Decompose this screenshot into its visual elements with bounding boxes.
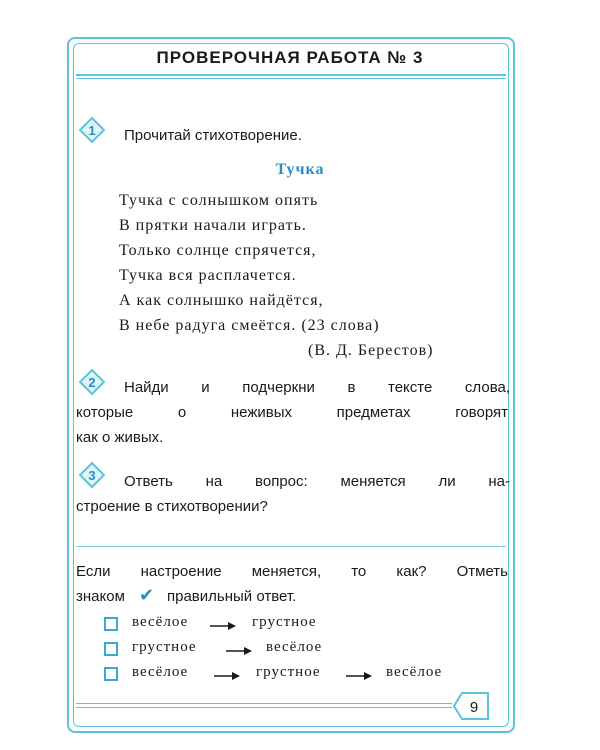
option-2-word-b: весёлое: [266, 639, 323, 655]
task-3-number-icon: [79, 462, 105, 488]
option-3-word-c: весёлое: [386, 664, 443, 680]
arrow-right-icon: [214, 671, 240, 681]
task-1-number-icon: [79, 117, 105, 143]
task-2-line-2: которые о неживых предметах говорят: [76, 404, 508, 421]
page-title: ПРОВЕРОЧНАЯ РАБОТА № 3: [156, 48, 424, 67]
poem-line: В небе радуга смеётся. (23 слова): [119, 317, 380, 334]
question-line-1: Если настроение меняется, то как? Отметь: [76, 563, 508, 580]
task-1-number: 1: [88, 123, 96, 138]
task-3-number: 3: [88, 468, 96, 483]
poem-line: Тучка с солнышком опять: [119, 192, 319, 209]
option-1-word-a: весёлое: [132, 614, 189, 630]
title-divider-thin: [76, 78, 506, 79]
check-mark-icon: ✔: [139, 585, 155, 605]
title-divider: [76, 74, 506, 76]
poem-title: Тучка: [275, 161, 325, 178]
task-2-line-1: Найди и подчеркни в тексте слова,: [124, 379, 510, 396]
option-1-word-b: грустное: [252, 614, 317, 630]
task-1-text: Прочитай стихотворение.: [124, 127, 302, 144]
page-number: 9: [469, 699, 479, 716]
task-3-line-1: Ответь на вопрос: меняется ли на-: [124, 473, 510, 490]
footer-line: [76, 703, 452, 704]
option-3-word-b: грустное: [256, 664, 321, 680]
page-number-badge: [452, 691, 490, 721]
poem-author: (В. Д. Берестов): [308, 342, 434, 359]
answer-line: [76, 546, 506, 547]
question-line-2-end: правильный ответ.: [167, 588, 297, 605]
arrow-right-icon: [210, 621, 236, 631]
poem-line: Только солнце спрячется,: [119, 242, 317, 259]
arrow-right-icon: [346, 671, 372, 681]
option-2-checkbox[interactable]: [104, 642, 118, 656]
footer-line-2: [76, 707, 452, 708]
task-2-number: 2: [88, 375, 96, 390]
question-line-2-start: знаком: [76, 588, 125, 605]
arrow-right-icon: [226, 646, 252, 656]
poem-line: Тучка вся расплачется.: [119, 267, 297, 284]
option-3-word-a: весёлое: [132, 664, 189, 680]
option-1-checkbox[interactable]: [104, 617, 118, 631]
task-3-line-2: строение в стихотворении?: [76, 498, 268, 515]
task-2-number-icon: [79, 369, 105, 395]
poem-line: В прятки начали играть.: [119, 217, 307, 234]
poem-line: А как солнышко найдётся,: [119, 292, 324, 309]
option-2-word-a: грустное: [132, 639, 197, 655]
task-2-line-3: как о живых.: [76, 429, 164, 446]
option-3-checkbox[interactable]: [104, 667, 118, 681]
